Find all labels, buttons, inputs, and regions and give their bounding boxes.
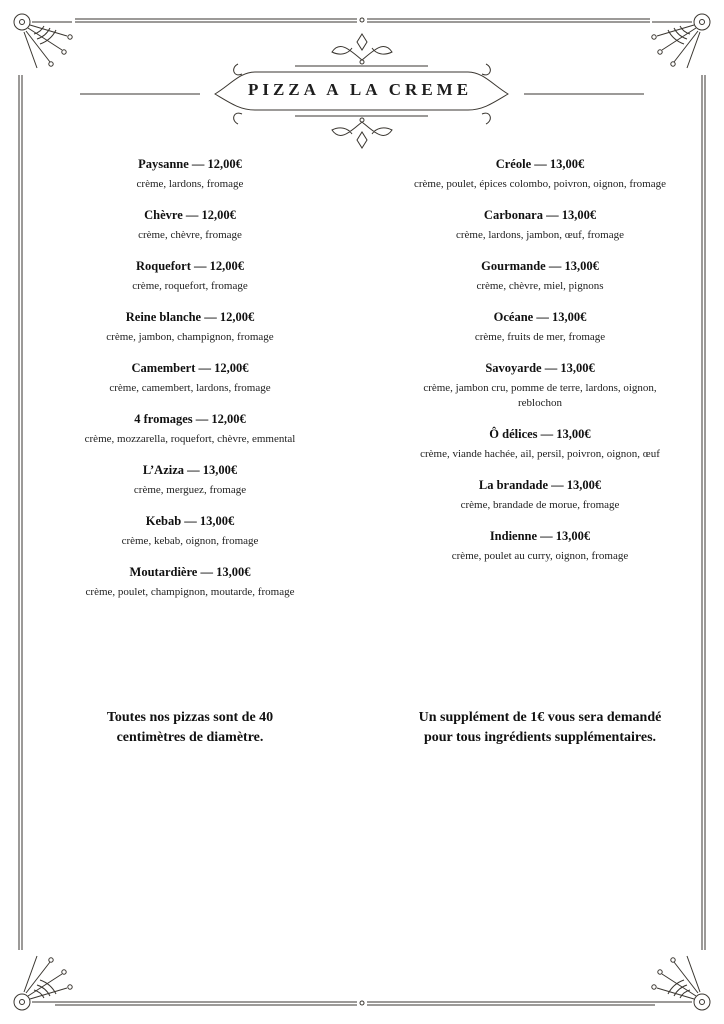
menu-item	[400, 308, 680, 345]
menu-item-name-price: Camembert — 12,00€	[131, 361, 249, 375]
menu-item-ingredients: crème, poulet, épices colombo, poivron, oignon, fromage	[413, 178, 666, 190]
menu-item-ingredients: crème, camembert, lardons, fromage	[109, 382, 271, 394]
menu-item	[400, 359, 680, 411]
menu-item	[60, 563, 320, 600]
menu-item-ingredients: crème, poulet, champignon, moutarde, fromage	[85, 586, 295, 598]
menu-item-ingredients: crème, merguez, fromage	[133, 484, 247, 496]
menu-item-ingredients: crème, chèvre, miel, pignons	[476, 280, 604, 292]
menu-item-ingredients: crème, roquefort, fromage	[132, 280, 248, 292]
menu-item-ingredients: crème, kebab, oignon, fromage	[121, 535, 259, 547]
menu-item	[400, 527, 680, 564]
menu-column-left	[60, 155, 320, 614]
menu-item-name-price: Kebab — 13,00€	[145, 514, 235, 528]
menu-item-name-price: Savoyarde — 13,00€	[485, 361, 595, 375]
menu-item	[60, 461, 320, 498]
menu-item-ingredients: crème, chèvre, fromage	[138, 229, 242, 241]
menu-item-name-price: Ô délices — 13,00€	[489, 427, 591, 441]
menu-item	[60, 308, 320, 345]
menu-item-ingredients: crème, lardons, jambon, œuf, fromage	[456, 229, 624, 241]
menu-item-name-price: Gourmande — 13,00€	[481, 259, 599, 273]
menu-item-name-price: La brandade — 13,00€	[478, 478, 602, 492]
menu-item-name-price: 4 fromages — 12,00€	[134, 412, 246, 426]
menu-item	[60, 206, 320, 243]
menu-item-name-price: Indienne — 13,00€	[489, 529, 591, 543]
pizza-size-note: Toutes nos pizzas sont de 40 centimètres de diamètre.	[106, 710, 274, 745]
menu-item-name-price: Roquefort — 12,00€	[136, 259, 244, 273]
menu-item	[60, 257, 320, 294]
menu-item	[400, 257, 680, 294]
menu-item-name-price: Créole — 13,00€	[495, 157, 585, 171]
menu-item-name-price: Moutardière — 13,00€	[129, 565, 251, 579]
menu-item-ingredients: crème, jambon, champignon, fromage	[106, 331, 274, 343]
menu-item	[400, 425, 680, 462]
supplement-note: Un supplément de 1€ vous sera demandé pour tous ingrédients supplémentaires.	[418, 710, 662, 745]
menu-item-name-price: L’Aziza — 13,00€	[142, 463, 238, 477]
menu-item-name-price: Océane — 13,00€	[493, 310, 587, 324]
menu-item	[400, 155, 680, 192]
menu-item	[400, 206, 680, 243]
menu-column-right	[400, 155, 680, 578]
menu-item-name-price: Chèvre — 12,00€	[144, 208, 236, 222]
menu-item	[400, 476, 680, 513]
menu-title: PIZZA A LA CREME	[247, 80, 473, 99]
menu-item	[60, 359, 320, 396]
menu-item-ingredients: crème, brandade de morue, fromage	[460, 499, 620, 511]
menu-item-ingredients: crème, viande hachée, ail, persil, poivron, oignon, œuf	[420, 448, 660, 460]
menu-item-name-price: Paysanne — 12,00€	[138, 157, 242, 171]
menu-item-ingredients: crème, fruits de mer, fromage	[474, 331, 606, 343]
menu-item	[60, 155, 320, 192]
menu-item-ingredients: crème, lardons, fromage	[136, 178, 244, 190]
menu-item	[60, 512, 320, 549]
menu-item-name-price: Reine blanche — 12,00€	[125, 310, 255, 324]
menu-item-ingredients: crème, mozzarella, roquefort, chèvre, emmental	[84, 433, 296, 445]
menu-item-ingredients: crème, jambon cru, pomme de terre, lardons, oignon, reblochon	[423, 382, 657, 409]
menu-item	[60, 410, 320, 447]
menu-item-ingredients: crème, poulet au curry, oignon, fromage	[451, 550, 629, 562]
menu-item-name-price: Carbonara — 13,00€	[483, 208, 597, 222]
